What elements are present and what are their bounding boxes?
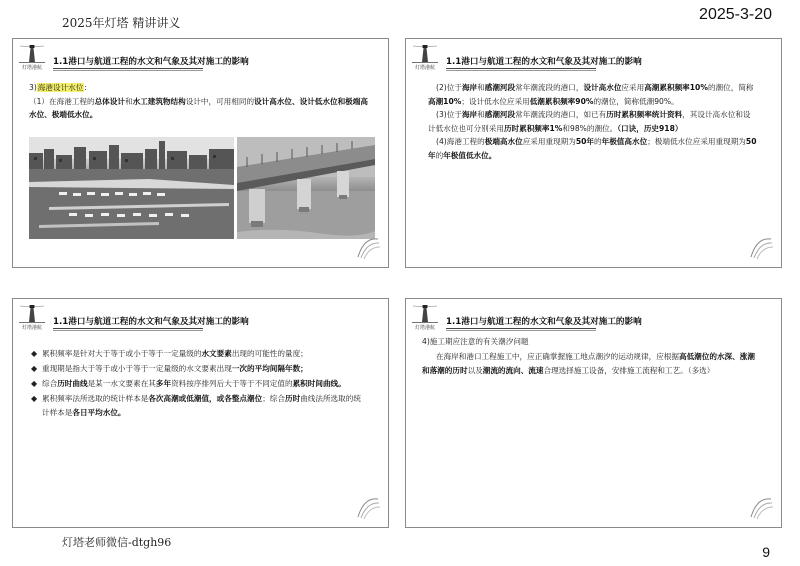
logo-caption: 灯塔港航 bbox=[21, 65, 42, 71]
bullet-list bbox=[31, 347, 366, 420]
slide1-body bbox=[29, 81, 374, 122]
bold-run: 历时曲线 bbox=[57, 379, 88, 388]
text-run: 的 bbox=[435, 150, 444, 160]
bold-run: 感潮河段 bbox=[484, 110, 516, 119]
list-item bbox=[31, 392, 366, 420]
bold-run: 海岸 bbox=[461, 110, 478, 119]
text-run: 曲线法所选取的统计样本是 bbox=[42, 394, 361, 417]
heading-colon: : bbox=[84, 83, 87, 92]
slide-title: 1.1港口与航道工程的水文和气象及其对施工的影响 bbox=[53, 57, 249, 67]
text-run: 资料按序排列后大于等于不同定值的 bbox=[171, 379, 293, 388]
bold-run: 设计高水位、设计低水位和极端高水位、极端低水位。 bbox=[29, 96, 368, 119]
slide4-paragraph bbox=[422, 350, 757, 379]
title-divider-secondary bbox=[53, 70, 203, 71]
bold-run: 各次高潮或低潮值，或各整点潮位 bbox=[148, 394, 263, 403]
text-run: (3)位于 bbox=[436, 110, 462, 119]
text-run: 和 bbox=[477, 110, 485, 119]
slide1-paragraph bbox=[29, 95, 374, 122]
title-divider bbox=[446, 328, 596, 329]
header-date: 2025-3-20 bbox=[699, 6, 772, 23]
text-run: 是某一水文要素在其 bbox=[87, 379, 156, 388]
logo-caption: 灯塔港航 bbox=[414, 325, 435, 331]
swirl-decoration-icon bbox=[354, 493, 382, 521]
slide4-body bbox=[422, 335, 757, 379]
text-run: ；综合 bbox=[262, 394, 285, 403]
lighthouse-logo-icon bbox=[410, 302, 440, 332]
swirl-decoration-icon bbox=[747, 233, 775, 261]
bold-run: 年极值高水位 bbox=[601, 137, 648, 146]
wharf-photo bbox=[237, 137, 375, 239]
slide2-body bbox=[428, 81, 758, 162]
bold-run: 一次的平均间隔年数； bbox=[231, 364, 308, 373]
title-divider-secondary bbox=[446, 330, 596, 331]
title-divider-secondary bbox=[53, 330, 203, 331]
text-run: 常年潮流段的港口，如已有 bbox=[515, 110, 607, 119]
slide2-paragraph-2 bbox=[428, 81, 758, 108]
text-run: (2)位于 bbox=[436, 83, 462, 92]
slide-4 bbox=[405, 298, 782, 528]
bold-run: 50年 bbox=[575, 137, 595, 146]
lighthouse-logo-icon bbox=[410, 42, 440, 72]
text-run: 常年潮流段的港口， bbox=[515, 83, 584, 92]
slide-title: 1.1港口与航道工程的水文和气象及其对施工的影响 bbox=[446, 317, 642, 327]
bold-run: （口诀，历史918） bbox=[617, 123, 683, 133]
text-run: 和98%的潮位。 bbox=[562, 123, 618, 133]
logo-caption: 灯塔港航 bbox=[21, 325, 42, 331]
text-run: 的潮位，简称低潮90%。 bbox=[593, 96, 679, 106]
swirl-decoration-icon bbox=[354, 233, 382, 261]
slide-title: 1.1港口与航道工程的水文和气象及其对施工的影响 bbox=[446, 57, 642, 67]
bold-run: 历时累积频率统计资料 bbox=[606, 110, 683, 119]
diamond-bullet-icon: ◆ bbox=[31, 349, 38, 358]
logo-caption: 灯塔港航 bbox=[414, 65, 435, 71]
page-number: 9 bbox=[762, 544, 770, 560]
text-run: 的 bbox=[594, 137, 602, 146]
text-run: 以及 bbox=[467, 366, 483, 375]
slide-title: 1.1港口与航道工程的水文和气象及其对施工的影响 bbox=[53, 317, 249, 327]
text-run: 的潮位，简称 bbox=[707, 83, 754, 92]
heading-number: 3) bbox=[29, 83, 37, 92]
bold-run: 累积时间曲线。 bbox=[292, 379, 346, 388]
text-run: ；设计低水位应采用 bbox=[461, 96, 530, 106]
text-run: 合理选择施工设备，安排施工流程和工艺。（多选） bbox=[543, 366, 715, 375]
text-run: 综合 bbox=[42, 379, 58, 388]
bold-run: 高潮10% bbox=[428, 96, 462, 106]
text-run: 设计中，可用相同的 bbox=[185, 96, 255, 106]
text-run: 和 bbox=[477, 83, 485, 92]
text-run: 出现的可能性的量度； bbox=[231, 349, 308, 358]
bold-run: 低潮累积频率90% bbox=[529, 96, 594, 106]
text-run: （1）在海港工程的 bbox=[29, 96, 95, 106]
list-item bbox=[31, 362, 366, 376]
lighthouse-logo-icon bbox=[17, 302, 47, 332]
swirl-decoration-icon bbox=[747, 493, 775, 521]
bold-run: 极端高水位 bbox=[484, 137, 523, 146]
slide-1 bbox=[12, 38, 389, 268]
slide1-heading bbox=[29, 81, 374, 95]
slide-3 bbox=[12, 298, 389, 528]
text-run: 和 bbox=[124, 96, 133, 106]
bold-run: 水文要素 bbox=[201, 349, 232, 358]
slide2-paragraph-4 bbox=[428, 135, 758, 162]
diamond-bullet-icon: ◆ bbox=[31, 364, 38, 373]
list-item bbox=[31, 377, 366, 391]
text-run: 累积频率法所选取的统计样本是 bbox=[42, 394, 149, 403]
harbor-photo bbox=[29, 137, 234, 239]
title-divider bbox=[446, 68, 596, 69]
list-item bbox=[31, 347, 366, 361]
title-divider bbox=[53, 328, 203, 329]
text-run: 应采用重现期为 bbox=[522, 137, 576, 146]
lighthouse-logo-icon bbox=[17, 42, 47, 72]
title-divider bbox=[53, 68, 203, 69]
text-run: (4)海港工程的 bbox=[436, 137, 485, 146]
slide-2 bbox=[405, 38, 782, 268]
text-run: ；极端低水位应采用重现期为 bbox=[647, 137, 746, 146]
header-left-text: 2025年灯塔 精讲讲义 bbox=[62, 16, 181, 30]
text-run: 在海岸和港口工程施工中，应正确掌握施工地点潮汐的运动规律，应根据 bbox=[436, 351, 679, 361]
bold-run: 历时累积频率1% bbox=[503, 123, 563, 133]
bold-run: 多年 bbox=[155, 379, 172, 388]
footer-wechat-text: 灯塔老师微信-dtgh96 bbox=[62, 536, 172, 549]
diamond-bullet-icon: ◆ bbox=[31, 379, 38, 388]
slide2-paragraph-3 bbox=[428, 108, 758, 135]
highlighted-heading: 海港设计水位 bbox=[37, 83, 84, 92]
bold-run: 潮流的流向、流速 bbox=[482, 366, 544, 375]
bold-run: 历时 bbox=[285, 394, 301, 403]
text-run: ，其设计高水位和设计低水位也可分别采用 bbox=[428, 110, 751, 133]
diamond-bullet-icon: ◆ bbox=[31, 394, 38, 403]
bold-run: 感潮河段 bbox=[484, 83, 516, 92]
slide3-body bbox=[31, 347, 366, 421]
bold-run: 年极值低水位。 bbox=[443, 150, 497, 160]
slide4-heading: 4)施工期应注意的有关潮汐问题 bbox=[422, 337, 529, 346]
text-run: 重现期是指大于等于或小于等于一定量级的水文要素出现 bbox=[42, 364, 232, 373]
bold-run: 水工建筑物结构 bbox=[132, 96, 186, 106]
bold-run: 总体设计 bbox=[94, 96, 125, 106]
bold-run: 海岸 bbox=[461, 83, 478, 92]
title-divider-secondary bbox=[446, 70, 596, 71]
bold-run: 50年 bbox=[428, 137, 757, 160]
bold-run: 高低潮位的水深、涨潮和落潮的历时 bbox=[422, 351, 755, 375]
bold-run: 各日平均水位。 bbox=[72, 408, 126, 417]
bold-run: 设计高水位 bbox=[583, 83, 622, 92]
bold-run: 高潮累积频率10% bbox=[644, 83, 708, 92]
text-run: 应采用 bbox=[621, 83, 645, 92]
text-run: 累积频率是针对大于等于或小于等于一定量级的 bbox=[42, 349, 202, 358]
